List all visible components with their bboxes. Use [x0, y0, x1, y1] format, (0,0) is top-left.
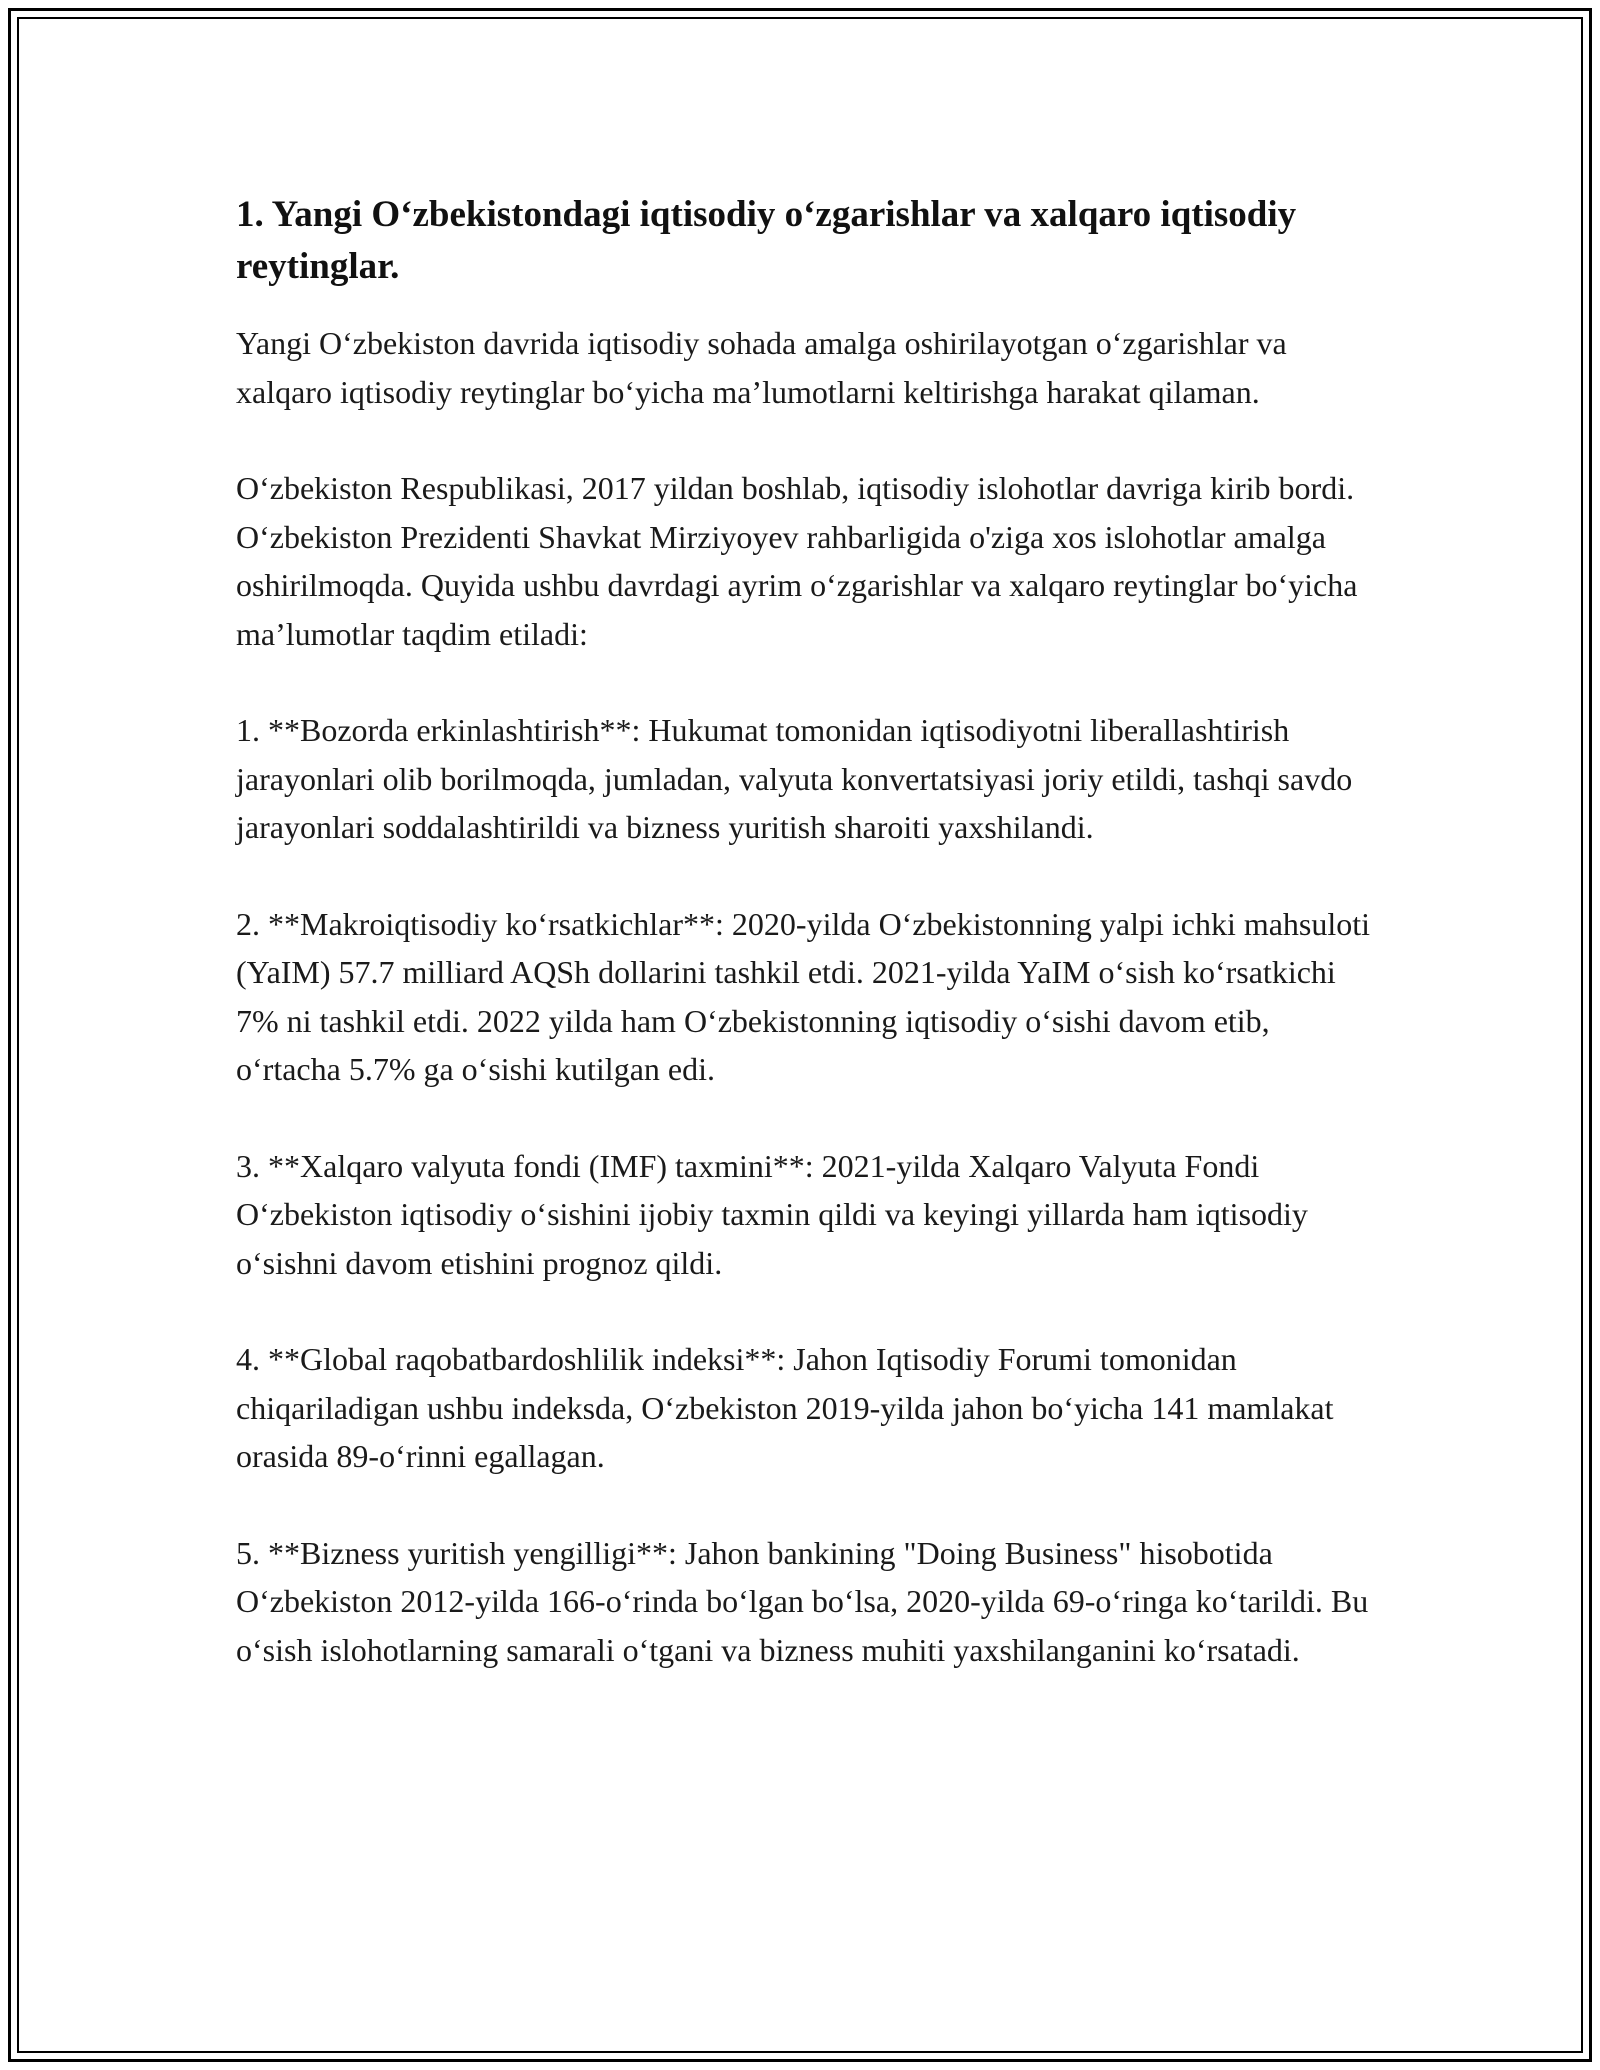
list-item-ease-of-doing-business: 5. **Bizness yuritish yengilligi**: Jahon bankining "Doing Business" hisobotida O‘zbekiston 2012-yilda 166-o‘rinda bo‘lgan bo‘lsa, 2020-yilda 69-o‘ringa ko‘tarildi. Bu o‘sish islohotlarning samarali o‘tgani va bizness muhiti yaxshilanganini ko‘rsatadi. [236, 1534, 1369, 1668]
document-body [236, 189, 1376, 1674]
context-paragraph: O‘zbekiston Respublikasi, 2017 yildan boshlab, iqtisodiy islohotlar davriga kirib bordi. O‘zbekiston Prezidenti Shavkat Mirziyoyev rahbarligida o'ziga xos islohotlar amalga oshirilmoqda. Quyida ushbu davrdagi ayrim o‘zgarishlar va xalqaro reytinglar bo‘yicha ma’lumotlar taqdim etiladi: [236, 470, 1358, 652]
list-item-market-liberalization: 1. **Bozorda erkinlashtirish**: Hukumat tomonidan iqtisodiyotni liberallashtirish jarayonlari olib borilmoqda, jumladan, valyuta konvertatsiyasi joriy etildi, tashqi savdo jarayonlari soddalashtirildi va bizness yuritish sharoiti yaxshilandi. [236, 712, 1353, 845]
intro-paragraph: Yangi O‘zbekiston davrida iqtisodiy sohada amalga oshirilayotgan o‘zgarishlar va xalqaro iqtisodiy reytinglar bo‘yicha ma’lumotlarni keltirishga harakat qilaman. [236, 325, 1287, 410]
list-item-macroeconomic-indicators: 2. **Makroiqtisodiy ko‘rsatkichlar**: 2020-yilda O‘zbekistonning yalpi ichki mahsuloti (YaIM) 57.7 milliard AQSh dollarini tashkil etdi. 2021-yilda YaIM o‘sish ko‘rsatkichi 7% ni tashkil etdi. 2022 yilda ham O‘zbekistonning iqtisodiy o‘sishi davom etib, o‘rtacha 5.7% ga o‘sishi kutilgan edi. [236, 905, 1371, 1087]
list-item-global-competitiveness-index: 4. **Global raqobatbardoshlilik indeksi**: Jahon Iqtisodiy Forumi tomonidan chiqariladigan ushbu indeksda, O‘zbekiston 2019-yilda jahon bo‘yicha 141 mamlakat orasida 89-o‘rinni egallagan. [236, 1341, 1334, 1474]
list-item-imf-forecast: 3. **Xalqaro valyuta fondi (IMF) taxmini**: 2021-yilda Xalqaro Valyuta Fondi O‘zbekiston iqtisodiy o‘sishini ijobiy taxmin qildi va keyingi yillarda ham iqtisodiy o‘sishni davom etishini prognoz qildi. [236, 1147, 1308, 1281]
document-title: 1. Yangi O‘zbekistondagi iqtisodiy o‘zgarishlar va xalqaro iqtisodiy reytinglar. [236, 194, 1297, 287]
